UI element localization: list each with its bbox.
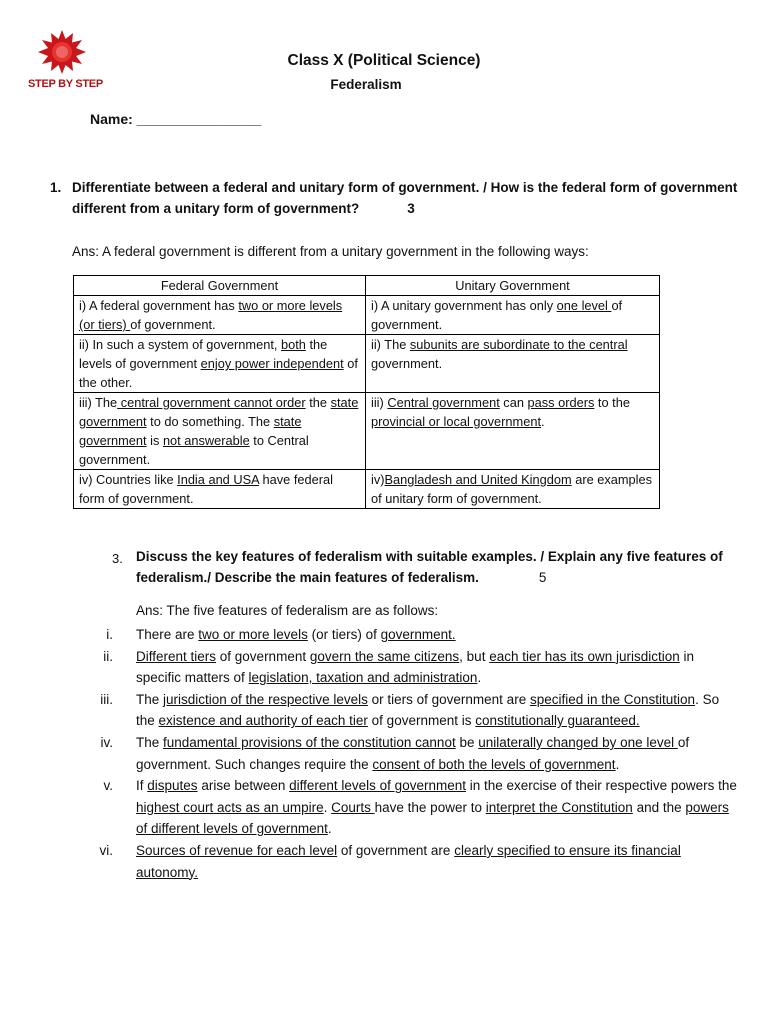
- question-3-number: 3.: [112, 551, 123, 566]
- table-row: [74, 296, 660, 335]
- text-segment: There are: [136, 627, 199, 642]
- underlined-text: both: [281, 337, 306, 352]
- list-item-number: i.: [106, 627, 113, 642]
- list-item: [80, 775, 740, 840]
- table-row: [74, 335, 660, 393]
- page-subtitle: Federalism: [330, 77, 402, 92]
- underlined-text: legislation, taxation and administration: [248, 670, 478, 686]
- table-row: [74, 470, 660, 509]
- underlined-text: interpret the Constitution: [485, 799, 633, 815]
- text-segment: in the exercise of their respective powers the: [465, 778, 737, 794]
- underlined-text: highest court acts as an umpire: [136, 799, 324, 815]
- text-segment: be: [455, 734, 479, 750]
- underlined-text: fundamental provisions of the constitution cannot: [163, 734, 456, 750]
- list-item-number: vi.: [99, 842, 113, 858]
- text-segment: iv): [371, 472, 385, 487]
- underlined-text: clearly specified to ensure its financial autonomy.: [136, 842, 681, 880]
- underlined-text: unilaterally changed by one level: [478, 734, 678, 750]
- question-1-marks: 3: [407, 201, 415, 216]
- table-cell-federal: [74, 470, 366, 509]
- name-field-label: Name: ________________: [90, 111, 262, 127]
- underlined-text: govern the same citizens: [309, 648, 460, 664]
- underlined-text: two or more levels: [198, 627, 308, 642]
- table-header-unitary: Unitary Government: [366, 276, 660, 296]
- text-segment: of government.: [130, 317, 216, 332]
- underlined-text: constitutionally guaranteed.: [475, 713, 640, 729]
- text-segment: If: [136, 778, 148, 794]
- text-segment: arise between: [197, 778, 290, 794]
- underlined-text: pass orders: [527, 395, 595, 410]
- underlined-text: disputes: [147, 778, 198, 794]
- text-segment: government.: [371, 356, 443, 371]
- logo-text: STEP BY STEP: [28, 78, 103, 90]
- list-item-number: iv.: [100, 734, 113, 750]
- text-segment: (or tiers) of: [307, 627, 381, 642]
- text-segment: .: [327, 821, 332, 837]
- comparison-table: [73, 275, 660, 509]
- text-segment: of government is: [367, 713, 476, 729]
- question-3-text: [136, 546, 736, 588]
- underlined-text: each tier has its own jurisdiction: [489, 648, 680, 664]
- text-segment: iii) The: [79, 395, 118, 410]
- underlined-text: Bangladesh and United Kingdom: [384, 472, 572, 487]
- question-1-text: [72, 177, 752, 219]
- table-header-federal: Federal Government: [74, 276, 366, 296]
- text-segment: The: [136, 734, 164, 750]
- text-segment: or tiers of government are: [367, 691, 530, 707]
- question-1-answer-intro: Ans: A federal government is different from a unitary government in the following ways:: [72, 244, 589, 259]
- text-segment: The: [136, 691, 164, 707]
- text-segment: .: [477, 670, 482, 686]
- text-segment: .: [541, 414, 545, 429]
- list-item: [80, 646, 740, 689]
- underlined-text: consent of both the levels of government: [372, 756, 616, 772]
- table-row: [74, 393, 660, 470]
- underlined-text: state government: [79, 395, 359, 429]
- text-segment: .: [615, 756, 620, 772]
- text-segment: . So the: [136, 691, 720, 729]
- text-segment: iii): [371, 395, 388, 410]
- list-item-number: ii.: [103, 648, 113, 664]
- list-item: [80, 689, 740, 732]
- table-header-row: [74, 276, 660, 296]
- table-cell-unitary: [366, 470, 660, 509]
- underlined-text: Sources of revenue for each level: [136, 842, 338, 858]
- underlined-text: Central government: [387, 395, 500, 410]
- text-segment: can: [499, 395, 528, 410]
- text-segment: .: [323, 799, 332, 815]
- text-segment: ii) The: [371, 337, 410, 352]
- text-segment: i) A unitary government has only: [371, 298, 557, 313]
- underlined-text: India and USA: [177, 472, 259, 487]
- underlined-text: two or more levels (or tiers): [79, 298, 343, 332]
- table-cell-federal: [74, 335, 366, 393]
- text-segment: have the power to: [374, 799, 486, 815]
- text-segment: the: [305, 395, 331, 410]
- question-3-answer-intro: Ans: The five features of federalism are as follows:: [136, 603, 439, 618]
- text-segment: to do something. The: [146, 414, 274, 429]
- table-cell-unitary: [366, 296, 660, 335]
- text-segment: of government: [216, 648, 310, 664]
- text-segment: i) A federal government has: [79, 298, 239, 313]
- underlined-text: powers of different levels of government: [136, 799, 729, 837]
- underlined-text: subunits are subordinate to the central: [409, 337, 628, 352]
- text-segment: is: [146, 433, 163, 448]
- underlined-text: enjoy power independent: [200, 356, 344, 371]
- text-segment: of government are: [337, 842, 455, 858]
- text-segment: are examples of unitary form of government.: [371, 472, 653, 506]
- table-cell-unitary: [366, 335, 660, 393]
- underlined-text: state government: [79, 414, 302, 448]
- text-segment: ii) In such a system of government,: [79, 337, 281, 352]
- underlined-text: central government cannot order: [117, 395, 306, 410]
- underlined-text: existence and authority of each tier: [158, 713, 368, 729]
- list-item-number: v.: [103, 778, 113, 794]
- underlined-text: provincial or local government: [371, 414, 541, 429]
- text-segment: and the: [632, 799, 686, 815]
- page-title: Class X (Political Science): [287, 52, 481, 69]
- question-3-marks: 5: [538, 570, 547, 585]
- underlined-text: not answerable: [162, 433, 250, 448]
- text-segment: in specific matters of: [136, 648, 695, 686]
- list-item-number: iii.: [100, 691, 113, 707]
- text-segment: have federal form of government.: [79, 472, 333, 506]
- question-1-prompt: Differentiate between a federal and unitary form of government. / How is the federal form of government different from a unitary form of government?: [72, 180, 738, 216]
- text-segment: of government. Such changes require the: [136, 734, 690, 772]
- table-cell-unitary: [366, 393, 660, 470]
- table-cell-federal: [74, 296, 366, 335]
- text-segment: of government.: [371, 298, 623, 332]
- question-3-prompt: Discuss the key features of federalism with suitable examples. / Explain any five features of federalism./ Describe the main features of federalism.: [136, 549, 723, 585]
- underlined-text: different levels of government: [289, 778, 466, 794]
- list-item: [80, 732, 740, 775]
- underlined-text: one level: [556, 298, 612, 313]
- underlined-text: Courts: [331, 799, 375, 815]
- underlined-text: government.: [380, 627, 456, 642]
- underlined-text: Different tiers: [136, 648, 217, 664]
- text-segment: of the other.: [79, 356, 358, 390]
- text-segment: , but: [459, 648, 490, 664]
- question-1-number: 1.: [50, 180, 62, 195]
- list-item: [80, 624, 740, 646]
- table-cell-federal: [74, 393, 366, 470]
- features-list: [80, 624, 740, 883]
- text-segment: to Central government.: [79, 433, 309, 467]
- list-item: [80, 840, 740, 883]
- text-segment: iv) Countries like: [79, 472, 178, 487]
- underlined-text: specified in the Constitution: [529, 691, 696, 707]
- text-segment: to the: [594, 395, 630, 410]
- text-segment: the levels of government: [79, 337, 328, 371]
- underlined-text: jurisdiction of the respective levels: [163, 691, 368, 707]
